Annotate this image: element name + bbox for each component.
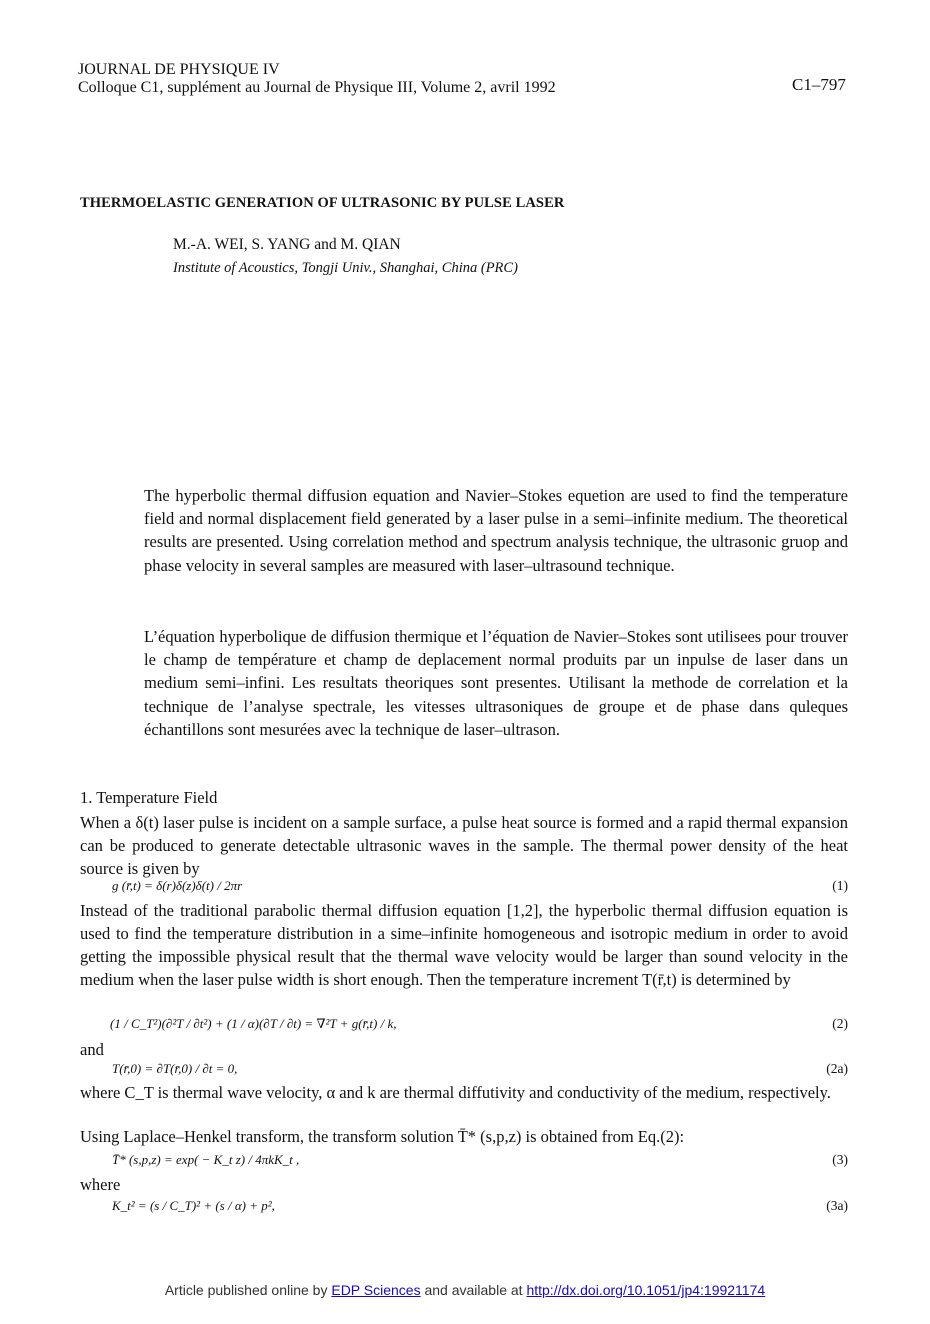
paper-affiliation: Institute of Acoustics, Tongji Univ., Shanghai, China (PRC) <box>173 260 518 276</box>
doi-link[interactable]: http://dx.doi.org/10.1051/jp4:19921174 <box>526 1282 766 1298</box>
where-word: where <box>80 1175 121 1194</box>
equation-3-number: (3) <box>832 1152 848 1167</box>
journal-name: JOURNAL DE PHYSIQUE IV <box>78 61 280 78</box>
publisher-link[interactable]: EDP Sciences <box>331 1282 421 1298</box>
equation-3a: K_t² = (s / C_T)² + (s / α) + p², <box>112 1198 275 1213</box>
publication-footer <box>0 1282 930 1298</box>
paper-authors: M.-A. WEI, S. YANG and M. QIAN <box>173 236 401 253</box>
paper-title: THERMOELASTIC GENERATION OF ULTRASONIC BY PULSE LASER <box>80 195 565 211</box>
section1-paragraph-1: When a δ(t) laser pulse is incident on a sample surface, a pulse heat source is formed and a rapid thermal expansion can be produced to generate detectable ultrasonic waves in the sample. The thermal power density of the heat source is given by <box>80 813 848 878</box>
colloque-line: Colloque C1, supplément au Journal de Physique III, Volume 2, avril 1992 <box>78 79 556 96</box>
equation-1: g (r̄,t) = δ(r)δ(z)δ(t) / 2πr <box>112 878 243 893</box>
footer-prefix: Article published online by <box>164 1282 328 1298</box>
section1-paragraph-2: Instead of the traditional parabolic thermal diffusion equation [1,2], the hyperbolic thermal diffusion equation is used to find the temperature distribution in a sime–infinite homogeneous and isotropic medium in order to avoid getting the impossible physical result that the thermal wave velocity would be larger than sound velocity in the medium when the laser pulse width is short enough. Then the temperature increment T(r̄,t) is determined by <box>80 901 848 989</box>
abstract-english: The hyperbolic thermal diffusion equation and Navier–Stokes equetion are used to find the temperature field and normal displacement field generated by a laser pulse in a semi–infinite medium. The theoretical results are presented. Using correlation method and spectrum analysis technique, the ultrasonic gruop and phase velocity in several samples are measured with laser–ultrasound technique. <box>144 486 848 575</box>
equation-2-number: (2) <box>832 1016 848 1031</box>
equation-2: (1 / C_T²)(∂²T / ∂t²) + (1 / α)(∂T / ∂t) = ∇²T + g(r̄,t) / k, <box>110 1016 397 1031</box>
page-number: C1–797 <box>792 75 846 94</box>
equation-1-number: (1) <box>832 878 848 893</box>
section-heading: 1. Temperature Field <box>80 788 218 807</box>
equation-2a-number: (2a) <box>826 1061 848 1076</box>
and-word: and <box>80 1040 104 1059</box>
section1-paragraph-3: where C_T is thermal wave velocity, α and k are thermal diffutivity and conductivity of the medium, respectively. <box>80 1083 831 1102</box>
footer-middle: and available at <box>424 1282 523 1298</box>
equation-2a: T(r̄,0) = ∂T(r̄,0) / ∂t = 0, <box>112 1061 238 1076</box>
abstract-french: L’équation hyperbolique de diffusion thermique et l’équation de Navier–Stokes sont utilisees pour trouver le champ de température et champ de deplacement normal produits par un inpulse de laser dans un medium semi–infini. Les resultats theoriques sont presentes. Utilisant la methode de correlation et la technique de l’analyse spectrale, les vitesses ultrasoniques de groupe et de phase dans quleques échantillons sont mesurées avec la technique de laser–ultrason. <box>144 627 848 739</box>
section1-paragraph-4: Using Laplace–Henkel transform, the transform solution T̄* (s,p,z) is obtained from Eq.(2): <box>80 1127 685 1146</box>
equation-3: T̄* (s,p,z) = exp( − K_t z) / 4πkK_t , <box>112 1152 300 1167</box>
equation-3a-number: (3a) <box>826 1198 848 1213</box>
